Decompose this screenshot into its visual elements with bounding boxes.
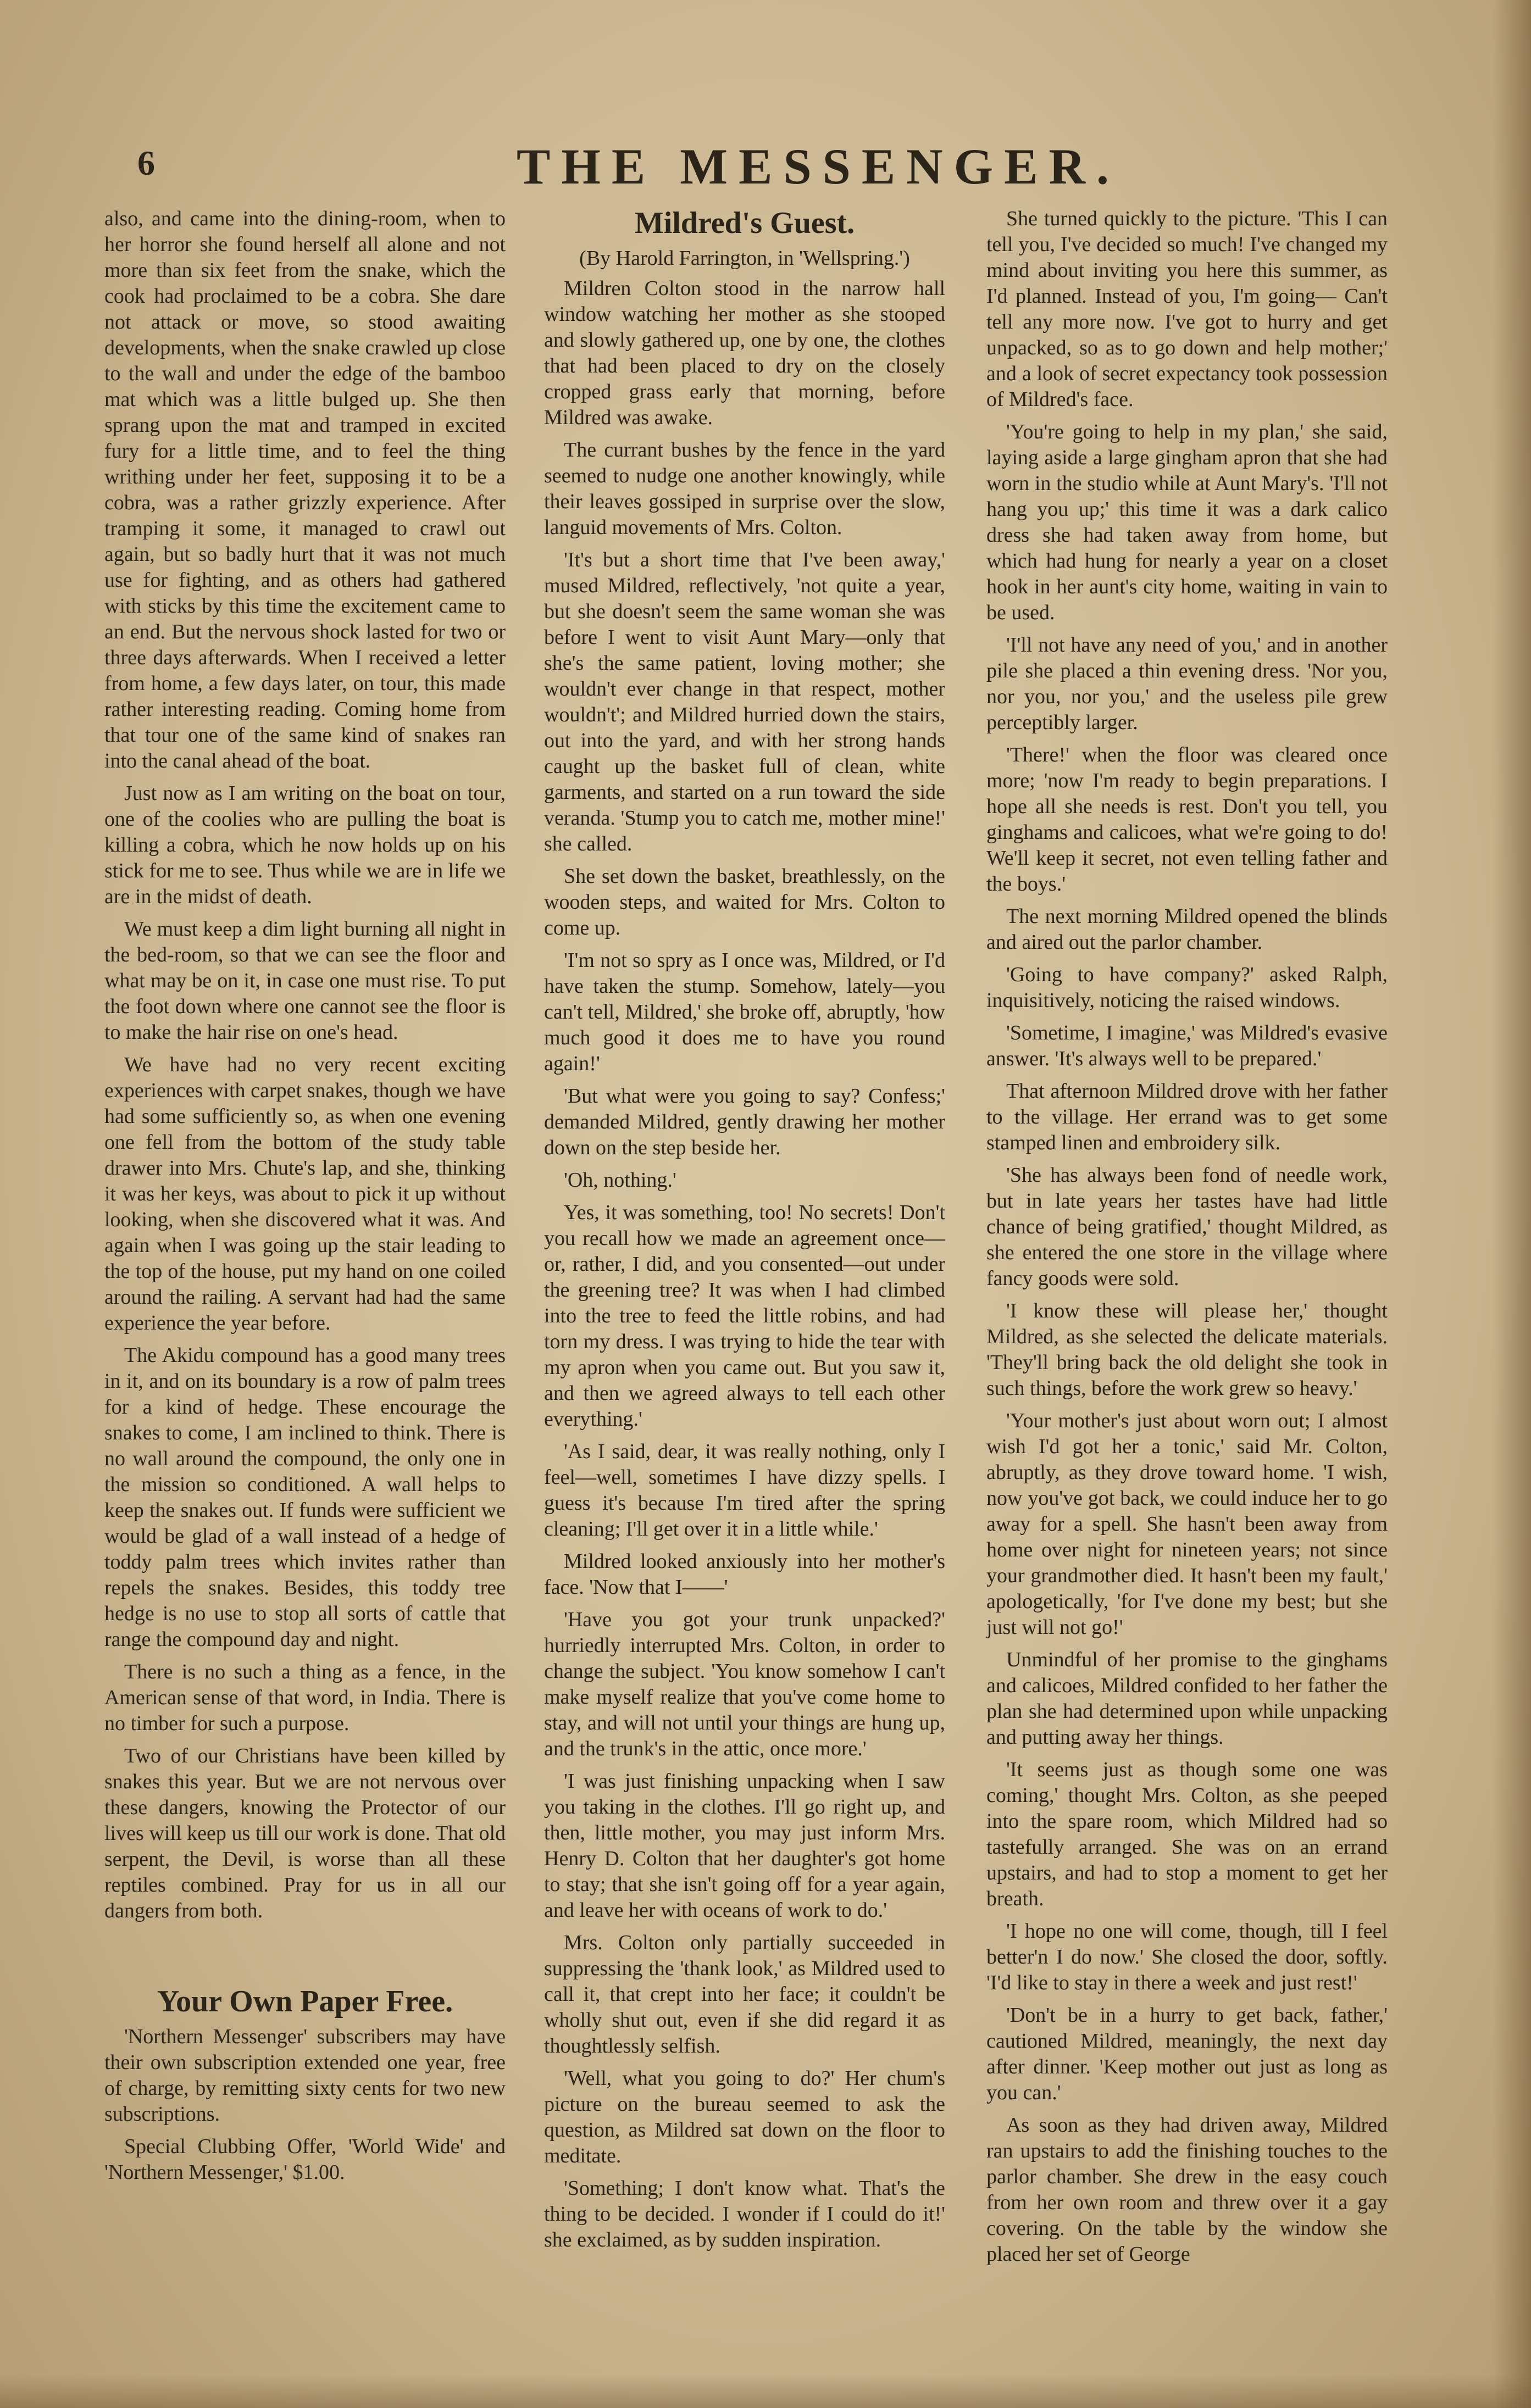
story-title: Mildred's Guest. xyxy=(634,206,855,240)
column-1 xyxy=(104,206,506,2192)
story-paragraph: 'I know these will please her,' thought Mildred, as she selected the delicate materials. 'They'll bring back the old delight she took in such things, before the work grew so heavy.' xyxy=(986,1299,1388,1400)
story-paragraph: 'It's but a short time that I've been away,' mused Mildred, reflectively, 'not quite a year, but she doesn't seem the same woman she was before I went to visit Aunt Mary—only that she's the same patient, loving mother; she wouldn't ever change in that respect, mother wouldn't'; and Mildred hurried down the stairs, out into the yard, and with her strong hands caught up the basket full of clean, white garments, and started on a run toward the side veranda. 'Stump you to catch me, mother mine!' she called. xyxy=(544,548,945,855)
article-paragraph: Two of our Christians have been killed by snakes this year. But we are not nervous over these dangers, knowing the Protector of our lives will keep us till our work is done. That old serpent, the Devil, is worse than all these reptiles combined. Pray for us in all our dangers from both. xyxy=(104,1744,506,1922)
article-paragraph: We must keep a dim light burning all night in the bed-room, so that we can see the floor and what may be on it, in case one must rise. To put the foot down where one cannot see the floor is to make the hair rise on one's head. xyxy=(104,917,506,1044)
notice-title: Your Own Paper Free. xyxy=(157,1984,453,2018)
column-2 xyxy=(544,206,945,2260)
story-paragraph: 'I was just finishing unpacking when I saw you taking in the clothes. I'll go right up, and then, little mother, you may just inform Mrs. Henry D. Colton that her daughter's got home to stay; that she isn't going off for a year again, and leave her with oceans of work to do.' xyxy=(544,1770,945,1922)
article-paragraph: We have had no very recent exciting experiences with carpet snakes, though we have had some sufficiently so, as when one evening one fell from the bottom of the study table drawer into Mrs. Chute's lap, and she, thinking it was her keys, was about to pick it up without looking, when she discovered what it was. And again when I was going up the stair leading to the top of the house, put my hand on one coiled around the railing. A servant had had the same experience the year before. xyxy=(104,1053,506,1334)
story-paragraph: 'I hope no one will come, though, till I feel better'n I do now.' She closed the door, softly. 'I'd like to stay in there a week and just rest!' xyxy=(986,1920,1388,1994)
story-paragraph: 'Your mother's just about worn out; I almost wish I'd got her a tonic,' said Mr. Colton, abruptly, as they drove toward home. 'I wish, now you've got back, we could induce her to go away for a spell. She hasn't been away from home over night for nineteen years; not since your grandmother died. It hasn't been my fault,' apologetically, 'for I've done my best; but she just will not go!' xyxy=(986,1409,1388,1639)
story-paragraph: 'I'll not have any need of you,' and in another pile she placed a thin evening dress. 'Nor you, nor you, nor you,' and the useless pile grew perceptibly larger. xyxy=(986,633,1388,734)
story-paragraph: 'Sometime, I imagine,' was Mildred's evasive answer. 'It's always well to be prepared.' xyxy=(986,1021,1388,1070)
page-number: 6 xyxy=(137,143,155,182)
story-paragraph: 'Something; I don't know what. That's the thing to be decided. I wonder if I could do it!' she exclaimed, as by sudden inspiration. xyxy=(544,2177,945,2251)
article-paragraph: Just now as I am writing on the boat on tour, one of the coolies who are pulling the boat is killing a cobra, which he now holds up on his stick for me to see. Thus while we are in life we are in the midst of death. xyxy=(104,782,506,908)
story-paragraph: Mildred looked anxiously into her mother's face. 'Now that I——' xyxy=(544,1550,945,1599)
article-paragraph: also, and came into the dining-room, when to her horror she found herself all alone and not more than six feet from the snake, which the cook had proclaimed to be a cobra. She dare not attack or move, so stood awaiting developments, when the snake crawled up close to the wall and under the edge of the bamboo mat which was a little bulged up. She then sprang upon the mat and tramped in excited fury for a little time, and to feel the thing writhing under her feet, supposing it to be a cobra, was a rather grizzly experience. After tramping it some, it managed to crawl out again, but so badly hurt that it was not much use for fighting, and as others had gathered with sticks by this time the excitement came to an end. But the nervous shock lasted for two or three days afterwards. When I received a letter from home, a few days later, on tour, this made rather interesting reading. Coming home from that tour one of the same kind of snakes ran into the canal ahead of the boat. xyxy=(104,207,506,772)
article-paragraph: The Akidu compound has a good many trees in it, and on its boundary is a row of palm trees for a kind of hedge. These encourage the snakes to come, I am inclined to think. There is no wall around the compound, the only one in the mission so conditioned. A wall helps to keep the snakes out. If funds were sufficient we would be glad of a wall instead of a hedge of toddy palm trees which invites rather than repels the snakes. Besides, this toddy tree hedge is no use to stop all sorts of cattle that range the compound day and night. xyxy=(104,1344,506,1651)
story-paragraph: 'But what were you going to say? Confess;' demanded Mildred, gently drawing her mother down on the step beside her. xyxy=(544,1085,945,1159)
article-paragraph: There is no such a thing as a fence, in the American sense of that word, in India. There is no timber for such a purpose. xyxy=(104,1660,506,1735)
story-paragraph: The currant bushes by the fence in the yard seemed to nudge one another knowingly, while their leaves gossiped in surprise over the slow, languid movements of Mrs. Colton. xyxy=(544,438,945,539)
story-paragraph: 'I'm not so spry as I once was, Mildred, or I'd have taken the stump. Somehow, lately—you can't tell, Mildred,' she broke off, abruptly, 'how much good it does me to have you round again!' xyxy=(544,949,945,1075)
page-edge-shadow xyxy=(1493,0,1531,2408)
story-paragraph: 'Going to have company?' asked Ralph, inquisitively, noticing the raised windows. xyxy=(986,963,1388,1012)
story-paragraph: 'Oh, nothing.' xyxy=(564,1169,676,1192)
notice-paragraph: 'Northern Messenger' subscribers may have their own subscription extended one year, free of charge, by remitting sixty cents for two new subscriptions. xyxy=(104,2025,506,2126)
story-paragraph: She turned quickly to the picture. 'This I can tell you, I've decided so much! I've changed my mind about inviting you here this summer, as I'd planned. Instead of you, I'm going— Can't tell any more now. I've got to hurry and get unpacked, so as to go down and help mother;' and a look of secret expectancy took possession of Mildred's face. xyxy=(986,207,1388,411)
notice-paragraph: Special Clubbing Offer, 'World Wide' and 'Northern Messenger,' $1.00. xyxy=(104,2135,506,2184)
page-bottom-shadow xyxy=(0,2375,1531,2408)
story-paragraph: Unmindful of her promise to the ginghams and calicoes, Mildred confided to her father the plan she had determined upon while unpacking and putting away her things. xyxy=(986,1648,1388,1749)
story-paragraph: 'She has always been fond of needle work, but in late years her tastes have had little chance of being gratified,' thought Mildred, as she entered the one store in the village where fancy goods were sold. xyxy=(986,1164,1388,1290)
story-paragraph: 'It seems just as though some one was coming,' thought Mrs. Colton, as she peeped into the spare room, which Mildred had so tastefully arranged. She was on an errand upstairs, and had to stop a moment to get her breath. xyxy=(986,1758,1388,1910)
column-3 xyxy=(986,206,1388,2274)
story-paragraph: The next morning Mildred opened the blinds and aired out the parlor chamber. xyxy=(986,905,1388,954)
story-paragraph: 'You're going to help in my plan,' she said, laying aside a large gingham apron that she had worn in the studio while at Aunt Mary's. 'I'll not hang you up;' this time it was a dark calico dress she had taken away from home, but which had hung for nearly a year on a closet hook in her aunt's city home, waiting in vain to be used. xyxy=(986,420,1388,624)
story-byline: (By Harold Farrington, in 'Wellspring.') xyxy=(579,247,910,270)
story-paragraph: 'There!' when the floor was cleared once more; 'now I'm ready to begin preparations. I hope all she needs is rest. Don't you tell, you ginghams and calicoes, what we're going to do! We'll keep it secret, not even telling father and the boys.' xyxy=(986,743,1388,896)
story-paragraph: As soon as they had driven away, Mildred ran upstairs to add the finishing touches to the parlor chamber. She drew in the easy couch from her own room and threw over it a gay covering. On the table by the window she placed her set of George xyxy=(986,2114,1388,2266)
story-paragraph: Yes, it was something, too! No secrets! Don't you recall how we made an agreement once—or, rather, I did, and you consented—out under the greening tree? It was when I had climbed into the tree to feed the little robins, and had torn my dress. I was trying to hide the tear with my apron when you came out. But you saw it, and then we agreed always to tell each other everything.' xyxy=(544,1201,945,1431)
story-paragraph: 'Don't be in a hurry to get back, father,' cautioned Mildred, meaningly, the next day after dinner. 'Keep mother out just as long as you can.' xyxy=(986,2004,1388,2104)
masthead: THE MESSENGER. xyxy=(517,138,1120,194)
story-paragraph: Mrs. Colton only partially succeeded in suppressing the 'thank look,' as Mildred used to call it, that crept into her face; it couldn't be wholly shut out, even if she did regard it as thoughtlessly selfish. xyxy=(544,1931,945,2057)
story-paragraph: That afternoon Mildred drove with her father to the village. Her errand was to get some stamped linen and embroidery silk. xyxy=(986,1080,1388,1154)
story-paragraph: 'Have you got your trunk unpacked?' hurriedly interrupted Mrs. Colton, in order to change the subject. 'You know somehow I can't make myself realize that you've come home to stay, and will not until your things are hung up, and the trunk's in the attic, once more.' xyxy=(544,1608,945,1760)
page-header xyxy=(0,137,1531,198)
story-paragraph: 'Well, what you going to do?' Her chum's picture on the bureau seemed to ask the question, as Mildred sat down on the floor to meditate. xyxy=(544,2067,945,2167)
story-paragraph: She set down the basket, breathlessly, on the wooden steps, and waited for Mrs. Colton to come up. xyxy=(544,865,945,939)
story-paragraph: Mildren Colton stood in the narrow hall window watching her mother as she stooped and slowly gathered up, one by one, the clothes that had been placed to dry on the closely cropped grass early that morning, before Mildred was awake. xyxy=(544,277,945,429)
story-paragraph: 'As I said, dear, it was really nothing, only I feel—well, sometimes I have dizzy spells. I guess it's because I'm tired after the spring cleaning; I'll get over it in a little while.' xyxy=(544,1440,945,1541)
